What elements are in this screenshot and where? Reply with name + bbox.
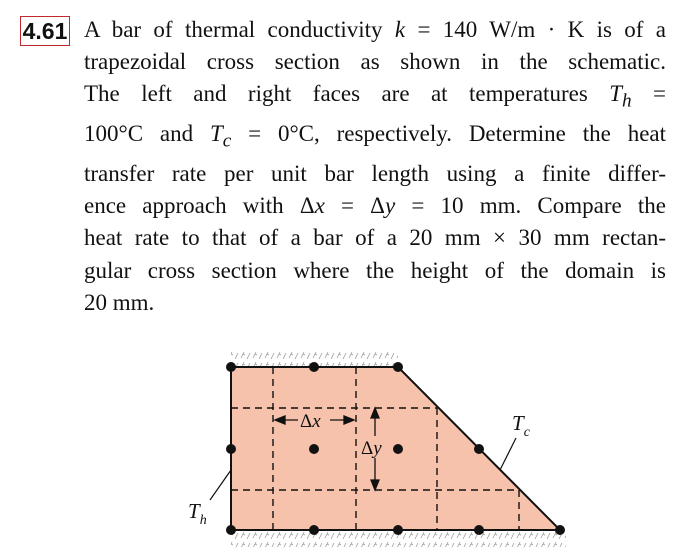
problem-line: trapezoidal cross section as shown in the schematic.: [84, 49, 666, 75]
node: [474, 525, 484, 535]
node: [474, 444, 484, 454]
dx-label: Δx: [300, 411, 321, 432]
node: [393, 444, 403, 454]
problem-line: 100°C and $T_c = 0^\circ C$, respectively. Determine the heat: [84, 121, 667, 152]
tc-leader-line: [500, 438, 516, 470]
problem-line: A bar of thermal conductivity k = 140 W/m · K is of a: [84, 17, 666, 42]
node: [309, 525, 319, 535]
problem-line: transfer rate per unit bar length using a finite differ-: [84, 161, 666, 186]
th-label: $T_h$: [188, 499, 207, 528]
problem-line: The left and right faces are at temperatures $T_h$ =: [84, 81, 666, 112]
node: [226, 362, 236, 372]
problem-line: 20 mm.: [84, 289, 155, 315]
th-leader-line: [210, 470, 231, 500]
problem-line: ence approach with Δx = Δy = 10 mm. Compare the: [84, 193, 667, 219]
node: [309, 362, 319, 372]
node: [226, 444, 236, 454]
problem-number: 4.61: [20, 16, 70, 46]
problem-line: heat rate to that of a bar of a 20 mm × 30 mm rectan-: [84, 225, 666, 251]
node: [393, 362, 403, 372]
dy-label: Δy: [361, 438, 382, 459]
problem-line: gular cross section where the height of the domain is: [84, 257, 666, 283]
node: [309, 444, 319, 454]
node: [555, 525, 565, 535]
node: [393, 525, 403, 535]
node: [226, 525, 236, 535]
tc-label: $T_c$: [512, 411, 530, 440]
